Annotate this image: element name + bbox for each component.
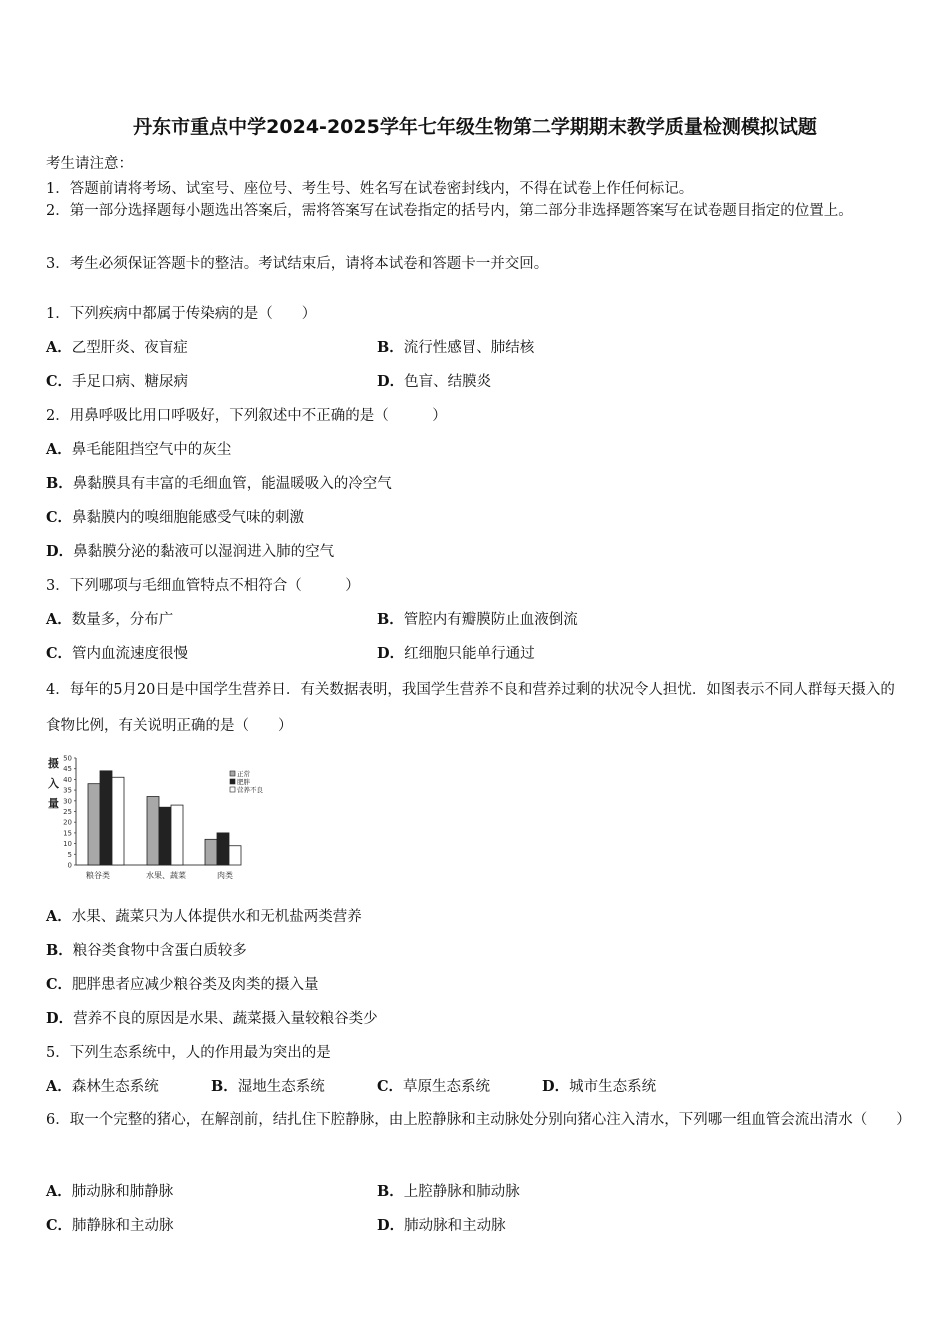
q1-option-b — [377, 336, 534, 357]
q1-option-c-letter: C． — [46, 373, 73, 390]
bar-1-2 — [100, 771, 112, 865]
q2-option-c-text: 鼻黏膜内的嗅细胞能感受气味的刺激 — [72, 510, 305, 526]
q3-option-d-text: 红细胞只能单行通过 — [404, 646, 535, 662]
q4-option-c — [46, 973, 319, 994]
q6-option-a-letter: A． — [46, 1183, 72, 1200]
x-tick-label: 肉类 — [217, 871, 233, 880]
q4-option-b — [46, 939, 247, 960]
q2-option-b-text: 鼻黏膜具有丰富的毛细血管，能温暖吸入的冷空气 — [72, 476, 392, 492]
y-axis-label-char: 摄 — [48, 757, 59, 770]
y-tick-label: 10 — [63, 840, 72, 849]
bar-3-2 — [217, 833, 229, 865]
q4-option-a-text: 水果、蔬菜只为人体提供水和无机盐两类营养 — [71, 909, 362, 925]
bar-1-3 — [112, 777, 124, 865]
q3-option-b — [377, 608, 578, 629]
q5-option-b-letter: B． — [211, 1078, 238, 1095]
q3-option-c-text: 管内血流速度很慢 — [72, 646, 189, 662]
q5-option-b — [211, 1075, 325, 1096]
q1-option-d-text: 色盲、结膜炎 — [404, 374, 492, 390]
question-2-stem: 2．用鼻呼吸比用口呼吸好，下列叙述中不正确的是（ ） — [46, 408, 447, 424]
food-intake-bar-chart — [44, 750, 284, 885]
legend-label: 肥胖 — [237, 778, 250, 786]
q5-option-d — [542, 1075, 656, 1096]
page-title: 丹东市重点中学2024-2025学年七年级生物第二学期期末教学质量检测模拟试题 — [133, 116, 817, 138]
y-tick-label: 30 — [63, 797, 72, 806]
q3-option-c — [46, 642, 188, 663]
bar-2-1 — [147, 797, 159, 865]
q3-option-a-text: 数量多，分布广 — [71, 612, 174, 628]
q6-option-c-text: 肺静脉和主动脉 — [72, 1218, 174, 1234]
question-6-stem: 6．取一个完整的猪心，在解剖前，结扎住下腔静脉，由上腔静脉和主动脉处分别向猪心注入清水，下列哪一组血管会流出清水（ ） — [46, 1112, 911, 1128]
y-axis-label-char: 入 — [48, 777, 59, 790]
y-axis-ticks — [63, 755, 76, 870]
q2-option-b — [46, 472, 392, 493]
q1-option-a-text: 乙型肝炎、夜盲症 — [71, 340, 188, 356]
q2-option-a — [46, 438, 231, 459]
q5-option-c — [377, 1075, 490, 1096]
q3-option-d-letter: D． — [377, 645, 405, 662]
legend-swatch — [230, 787, 235, 792]
y-tick-label: 25 — [63, 808, 72, 816]
x-tick-label: 水果、蔬菜 — [146, 871, 186, 880]
q4-option-c-text: 肥胖患者应减少粮谷类及肉类的摄入量 — [72, 977, 319, 993]
legend — [230, 769, 264, 794]
q4-option-d-text: 营养不良的原因是水果、蔬菜摄入量较粮谷类少 — [73, 1011, 378, 1027]
bar-3-1 — [205, 839, 217, 865]
q2-option-d-letter: D． — [46, 543, 74, 560]
q5-option-b-text: 湿地生态系统 — [237, 1079, 325, 1095]
x-tick-label: 粮谷类 — [86, 871, 110, 880]
q6-option-a — [46, 1180, 173, 1201]
q1-option-c-text: 手足口病、糖尿病 — [72, 374, 189, 390]
q6-option-a-text: 肺动脉和肺静脉 — [71, 1184, 174, 1200]
chart-svg — [44, 750, 284, 885]
q6-option-b — [377, 1180, 520, 1201]
q2-option-c — [46, 506, 304, 527]
y-tick-label: 20 — [63, 818, 72, 827]
q2-option-d-text: 鼻黏膜分泌的黏液可以湿润进入肺的空气 — [73, 544, 335, 560]
y-tick-label: 45 — [63, 765, 72, 774]
question-3-stem: 3．下列哪项与毛细血管特点不相符合（ ） — [46, 578, 360, 594]
q2-option-b-letter: B． — [46, 475, 73, 492]
q4-option-b-text: 粮谷类食物中含蛋白质较多 — [72, 943, 247, 959]
q4-option-a-letter: A． — [46, 908, 72, 925]
bar-2-2 — [159, 807, 171, 865]
q6-option-c — [46, 1214, 174, 1235]
q3-option-b-text: 管腔内有瓣膜防止血液倒流 — [403, 612, 578, 628]
q2-option-c-letter: C． — [46, 509, 73, 526]
notice-item-3: 3．考生必须保证答题卡的整洁。考试结束后，请将本试卷和答题卡一并交回。 — [46, 256, 549, 272]
q3-option-d — [377, 642, 535, 663]
q5-option-c-text: 草原生态系统 — [403, 1079, 491, 1095]
q6-option-d-text: 肺动脉和主动脉 — [404, 1218, 506, 1234]
question-4-stem: 4．每年的5月20日是中国学生营养日．有关数据表明，我国学生营养不良和营养过剩的状况令人担忧．如图表示不同人群每天摄入的食物比例，有关说明正确的是（ ） — [46, 682, 895, 734]
legend-label: 正常 — [237, 770, 250, 778]
q1-option-a-letter: A． — [46, 339, 72, 356]
y-tick-label: 35 — [63, 786, 72, 795]
q5-option-a — [46, 1075, 159, 1096]
q6-option-d — [377, 1214, 506, 1235]
q1-option-a — [46, 336, 188, 357]
q6-option-b-text: 上腔静脉和肺动脉 — [403, 1184, 520, 1200]
q6-option-d-letter: D． — [377, 1217, 405, 1234]
q1-option-d-letter: D． — [377, 373, 405, 390]
q3-option-a — [46, 608, 173, 629]
x-axis-labels — [86, 870, 233, 880]
y-axis-label — [48, 756, 59, 810]
question-1-stem: 1．下列疾病中都属于传染病的是（ ） — [46, 306, 317, 322]
q3-option-c-letter: C． — [46, 645, 73, 662]
q4-option-a — [46, 905, 362, 926]
q5-option-c-letter: C． — [377, 1078, 404, 1095]
q6-option-c-letter: C． — [46, 1217, 73, 1234]
q2-option-d — [46, 540, 334, 561]
q1-option-b-letter: B． — [377, 339, 404, 356]
q5-option-d-text: 城市生态系统 — [569, 1079, 657, 1095]
notice-item-1: 1．答题前请将考场、试室号、座位号、考生号、姓名写在试卷密封线内，不得在试卷上作任何标记。 — [46, 181, 694, 197]
notice-heading: 考生请注意： — [46, 156, 133, 172]
q5-option-a-text: 森林生态系统 — [71, 1079, 159, 1095]
y-tick-label: 15 — [63, 829, 72, 838]
legend-swatch — [230, 771, 235, 776]
y-tick-label: 40 — [63, 775, 72, 784]
q4-option-c-letter: C． — [46, 976, 73, 993]
q1-option-c — [46, 370, 188, 391]
y-tick-label: 0 — [67, 861, 72, 870]
y-tick-label: 5 — [67, 850, 72, 859]
bar-3-3 — [229, 846, 241, 865]
y-axis-label-char: 量 — [48, 797, 59, 810]
q3-option-b-letter: B． — [377, 611, 404, 628]
q4-option-d — [46, 1007, 378, 1028]
q1-option-b-text: 流行性感冒、肺结核 — [403, 340, 535, 356]
q4-option-b-letter: B． — [46, 942, 73, 959]
notice-item-2: 2．第一部分选择题每小题选出答案后，需将答案写在试卷指定的括号内，第二部分非选择题答案写在试卷题目指定的位置上。 — [46, 203, 853, 219]
q2-option-a-letter: A． — [46, 441, 72, 458]
bar-2-3 — [171, 805, 183, 865]
q1-option-d — [377, 370, 491, 391]
q4-option-d-letter: D． — [46, 1010, 74, 1027]
bar-1-1 — [88, 784, 100, 865]
q6-option-b-letter: B． — [377, 1183, 404, 1200]
q3-option-a-letter: A． — [46, 611, 72, 628]
legend-swatch — [230, 779, 235, 784]
q2-option-a-text: 鼻毛能阻挡空气中的灰尘 — [71, 442, 232, 458]
q5-option-a-letter: A． — [46, 1078, 72, 1095]
bars — [88, 771, 241, 865]
legend-label: 营养不良 — [237, 786, 263, 794]
y-tick-label: 50 — [63, 754, 72, 763]
question-5-stem: 5．下列生态系统中，人的作用最为突出的是 — [46, 1045, 331, 1061]
q5-option-d-letter: D． — [542, 1078, 570, 1095]
